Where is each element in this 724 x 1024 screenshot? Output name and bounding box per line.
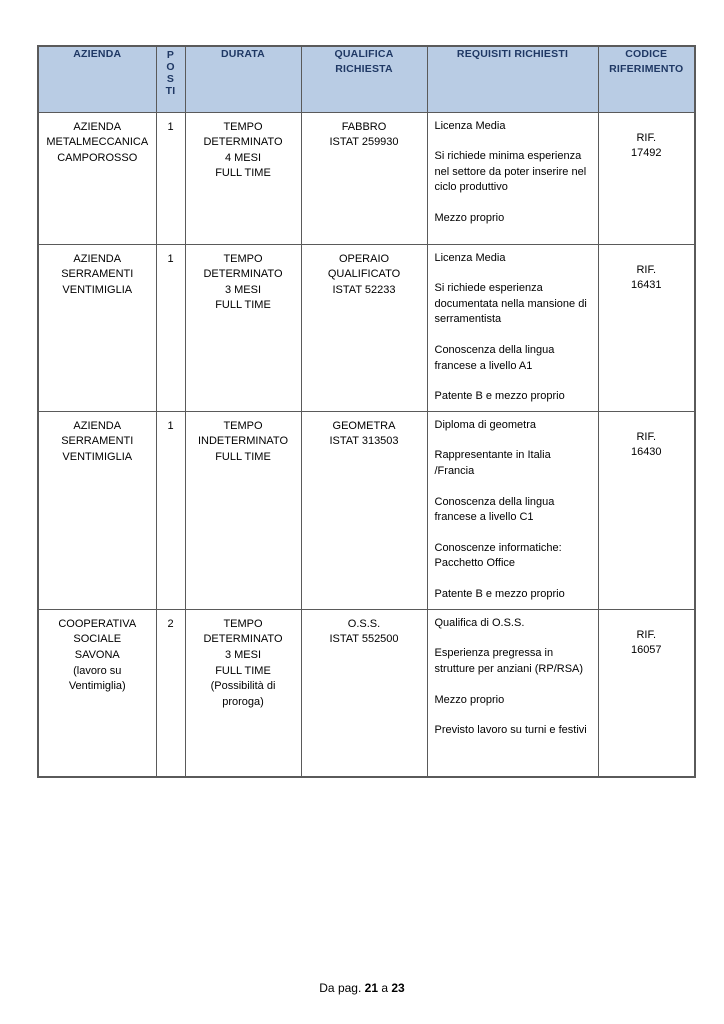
cell-requisiti — [427, 411, 598, 609]
text-line: 4 MESI — [224, 151, 262, 164]
azienda-lines — [44, 120, 151, 167]
text-line: (lavoro su — [73, 664, 122, 677]
durata-lines — [191, 419, 296, 466]
text-line: ISTAT 259930 — [329, 136, 399, 149]
qualifica-lines — [307, 419, 422, 450]
qualifica-head-line2: RICHIESTA — [335, 63, 393, 76]
column-header-azienda: AZIENDA — [38, 46, 156, 112]
posti-letter-o: O — [166, 61, 175, 74]
column-header-qualifica — [301, 46, 427, 112]
text-line: RIF. — [636, 131, 657, 144]
cell-qualifica — [301, 609, 427, 777]
text-line: VENTIMIGLIA — [62, 283, 133, 296]
header-row — [38, 46, 695, 112]
requirement-block: Licenza Media — [434, 119, 506, 132]
cell-qualifica — [301, 411, 427, 609]
text-line: GEOMETRA — [332, 419, 396, 432]
requirement-block: Licenza Media — [434, 251, 506, 264]
footer-prefix: Da pag. — [319, 981, 362, 995]
requirement-block: Rappresentante in Italia /Francia — [434, 449, 551, 477]
text-line: QUALIFICATO — [327, 268, 401, 281]
text-line: AZIENDA — [73, 120, 122, 133]
codice-head-line2: RIFERIMENTO — [609, 63, 684, 76]
cell-codice — [598, 112, 695, 244]
codice-lines — [604, 628, 690, 659]
footer-page-to: 23 — [391, 981, 405, 995]
table-row — [38, 244, 695, 411]
text-line: RIF. — [636, 430, 657, 443]
text-line: O.S.S. — [347, 617, 381, 630]
requirement-block: Previsto lavoro su turni e festivi — [434, 724, 587, 737]
column-header-posti — [156, 46, 185, 112]
text-line: AZIENDA — [73, 252, 122, 265]
qualifica-lines — [307, 617, 422, 648]
text-line: SAVONA — [74, 648, 120, 661]
requirement-block: Mezzo proprio — [434, 693, 505, 706]
footer-middle: a — [381, 981, 389, 995]
text-line: TEMPO — [223, 419, 263, 432]
requirement-block: Esperienza pregressa in strutture per anziani (RP/RSA) — [434, 647, 584, 675]
cell-requisiti — [427, 112, 598, 244]
text-line: DETERMINATO — [203, 136, 283, 149]
qualifica-head-line1: QUALIFICA — [334, 48, 394, 60]
text-line: SERRAMENTI — [61, 268, 134, 281]
text-line: proroga) — [222, 695, 264, 708]
posti-letter-ti: TI — [165, 85, 176, 98]
cell-codice — [598, 244, 695, 411]
cell-posti: 1 — [156, 411, 185, 609]
column-header-codice — [598, 46, 695, 112]
column-header-durata: DURATA — [185, 46, 301, 112]
cell-codice — [598, 609, 695, 777]
cell-qualifica — [301, 112, 427, 244]
table-header — [38, 46, 695, 112]
column-header-requisiti: REQUISITI RICHIESTI — [427, 46, 598, 112]
posti-letter-p: P — [166, 49, 175, 61]
text-line: FULL TIME — [215, 167, 271, 180]
text-line: DETERMINATO — [203, 268, 283, 281]
durata-lines — [191, 252, 296, 314]
cell-codice — [598, 411, 695, 609]
azienda-lines — [44, 419, 151, 466]
text-line: RIF. — [636, 628, 657, 641]
qualifica-lines — [307, 252, 422, 299]
requirement-block: Si richiede esperienza documentata nella mansione di serramentista — [434, 282, 587, 326]
cell-posti: 1 — [156, 112, 185, 244]
requirement-block: Conoscenza della lingua francese a livello A1 — [434, 343, 555, 372]
text-line: INDETERMINATO — [197, 435, 289, 448]
text-line: FULL TIME — [215, 299, 271, 312]
text-line: VENTIMIGLIA — [62, 450, 133, 463]
cell-durata — [185, 411, 301, 609]
requirement-block: Patente B e mezzo proprio — [434, 588, 565, 601]
text-line: RIF. — [636, 263, 657, 276]
text-line: COOPERATIVA — [58, 617, 137, 630]
text-line: 3 MESI — [224, 648, 262, 661]
text-line: 16431 — [630, 279, 662, 292]
text-line: FULL TIME — [215, 450, 271, 463]
cell-durata — [185, 112, 301, 244]
text-line: FULL TIME — [215, 664, 271, 677]
text-line: 17492 — [630, 147, 662, 160]
text-line: (Possibilità di — [210, 680, 276, 693]
text-line: TEMPO — [223, 252, 263, 265]
qualifica-lines — [307, 120, 422, 151]
cell-azienda — [38, 609, 156, 777]
cell-qualifica — [301, 244, 427, 411]
text-line: ISTAT 313503 — [329, 435, 399, 448]
azienda-lines — [44, 252, 151, 299]
text-line: ISTAT 552500 — [329, 633, 399, 646]
durata-lines — [191, 120, 296, 182]
text-line: CAMPOROSSO — [57, 151, 138, 164]
job-offers-table — [37, 45, 696, 778]
table-row — [38, 609, 695, 777]
table-row — [38, 112, 695, 244]
azienda-lines — [44, 617, 151, 695]
text-line: METALMECCANICA — [46, 136, 149, 149]
text-line: 16057 — [630, 644, 662, 657]
posti-letter-s: S — [166, 73, 175, 86]
text-line: Ventimiglia) — [68, 680, 126, 693]
cell-azienda — [38, 244, 156, 411]
cell-requisiti — [427, 244, 598, 411]
cell-requisiti — [427, 609, 598, 777]
codice-lines — [604, 263, 690, 294]
text-line: ISTAT 52233 — [332, 283, 396, 296]
requirement-block: Qualifica di O.S.S. — [434, 616, 525, 629]
codice-lines — [604, 430, 690, 461]
text-line: OPERAIO — [338, 252, 390, 265]
footer-page-from: 21 — [364, 981, 378, 995]
table-body — [38, 112, 695, 777]
text-line: SERRAMENTI — [61, 435, 134, 448]
cell-durata — [185, 244, 301, 411]
codice-head-line1: CODICE — [625, 48, 668, 60]
requirement-block: Mezzo proprio — [434, 211, 505, 224]
cell-azienda — [38, 112, 156, 244]
durata-lines — [191, 617, 296, 711]
text-line: DETERMINATO — [203, 633, 283, 646]
requirement-block: Conoscenze informatiche: Pacchetto Office — [434, 541, 562, 570]
requirement-block: Patente B e mezzo proprio — [434, 390, 565, 403]
text-line: TEMPO — [223, 617, 263, 630]
cell-azienda — [38, 411, 156, 609]
requirement-block: Diploma di geometra — [434, 418, 536, 431]
cell-posti: 1 — [156, 244, 185, 411]
text-line: 3 MESI — [224, 283, 262, 296]
cell-posti: 2 — [156, 609, 185, 777]
text-line: SOCIALE — [73, 633, 122, 646]
codice-lines — [604, 131, 690, 162]
requirement-block: Conoscenza della lingua francese a livello C1 — [434, 495, 555, 524]
table-row — [38, 411, 695, 609]
text-line: AZIENDA — [73, 419, 122, 432]
cell-durata — [185, 609, 301, 777]
text-line: FABBRO — [341, 120, 387, 133]
text-line: TEMPO — [223, 120, 263, 133]
requirement-block: Si richiede minima esperienza nel settore da poter inserire nel ciclo produttivo — [434, 150, 587, 194]
page-footer — [0, 981, 724, 995]
text-line: 16430 — [630, 446, 662, 459]
